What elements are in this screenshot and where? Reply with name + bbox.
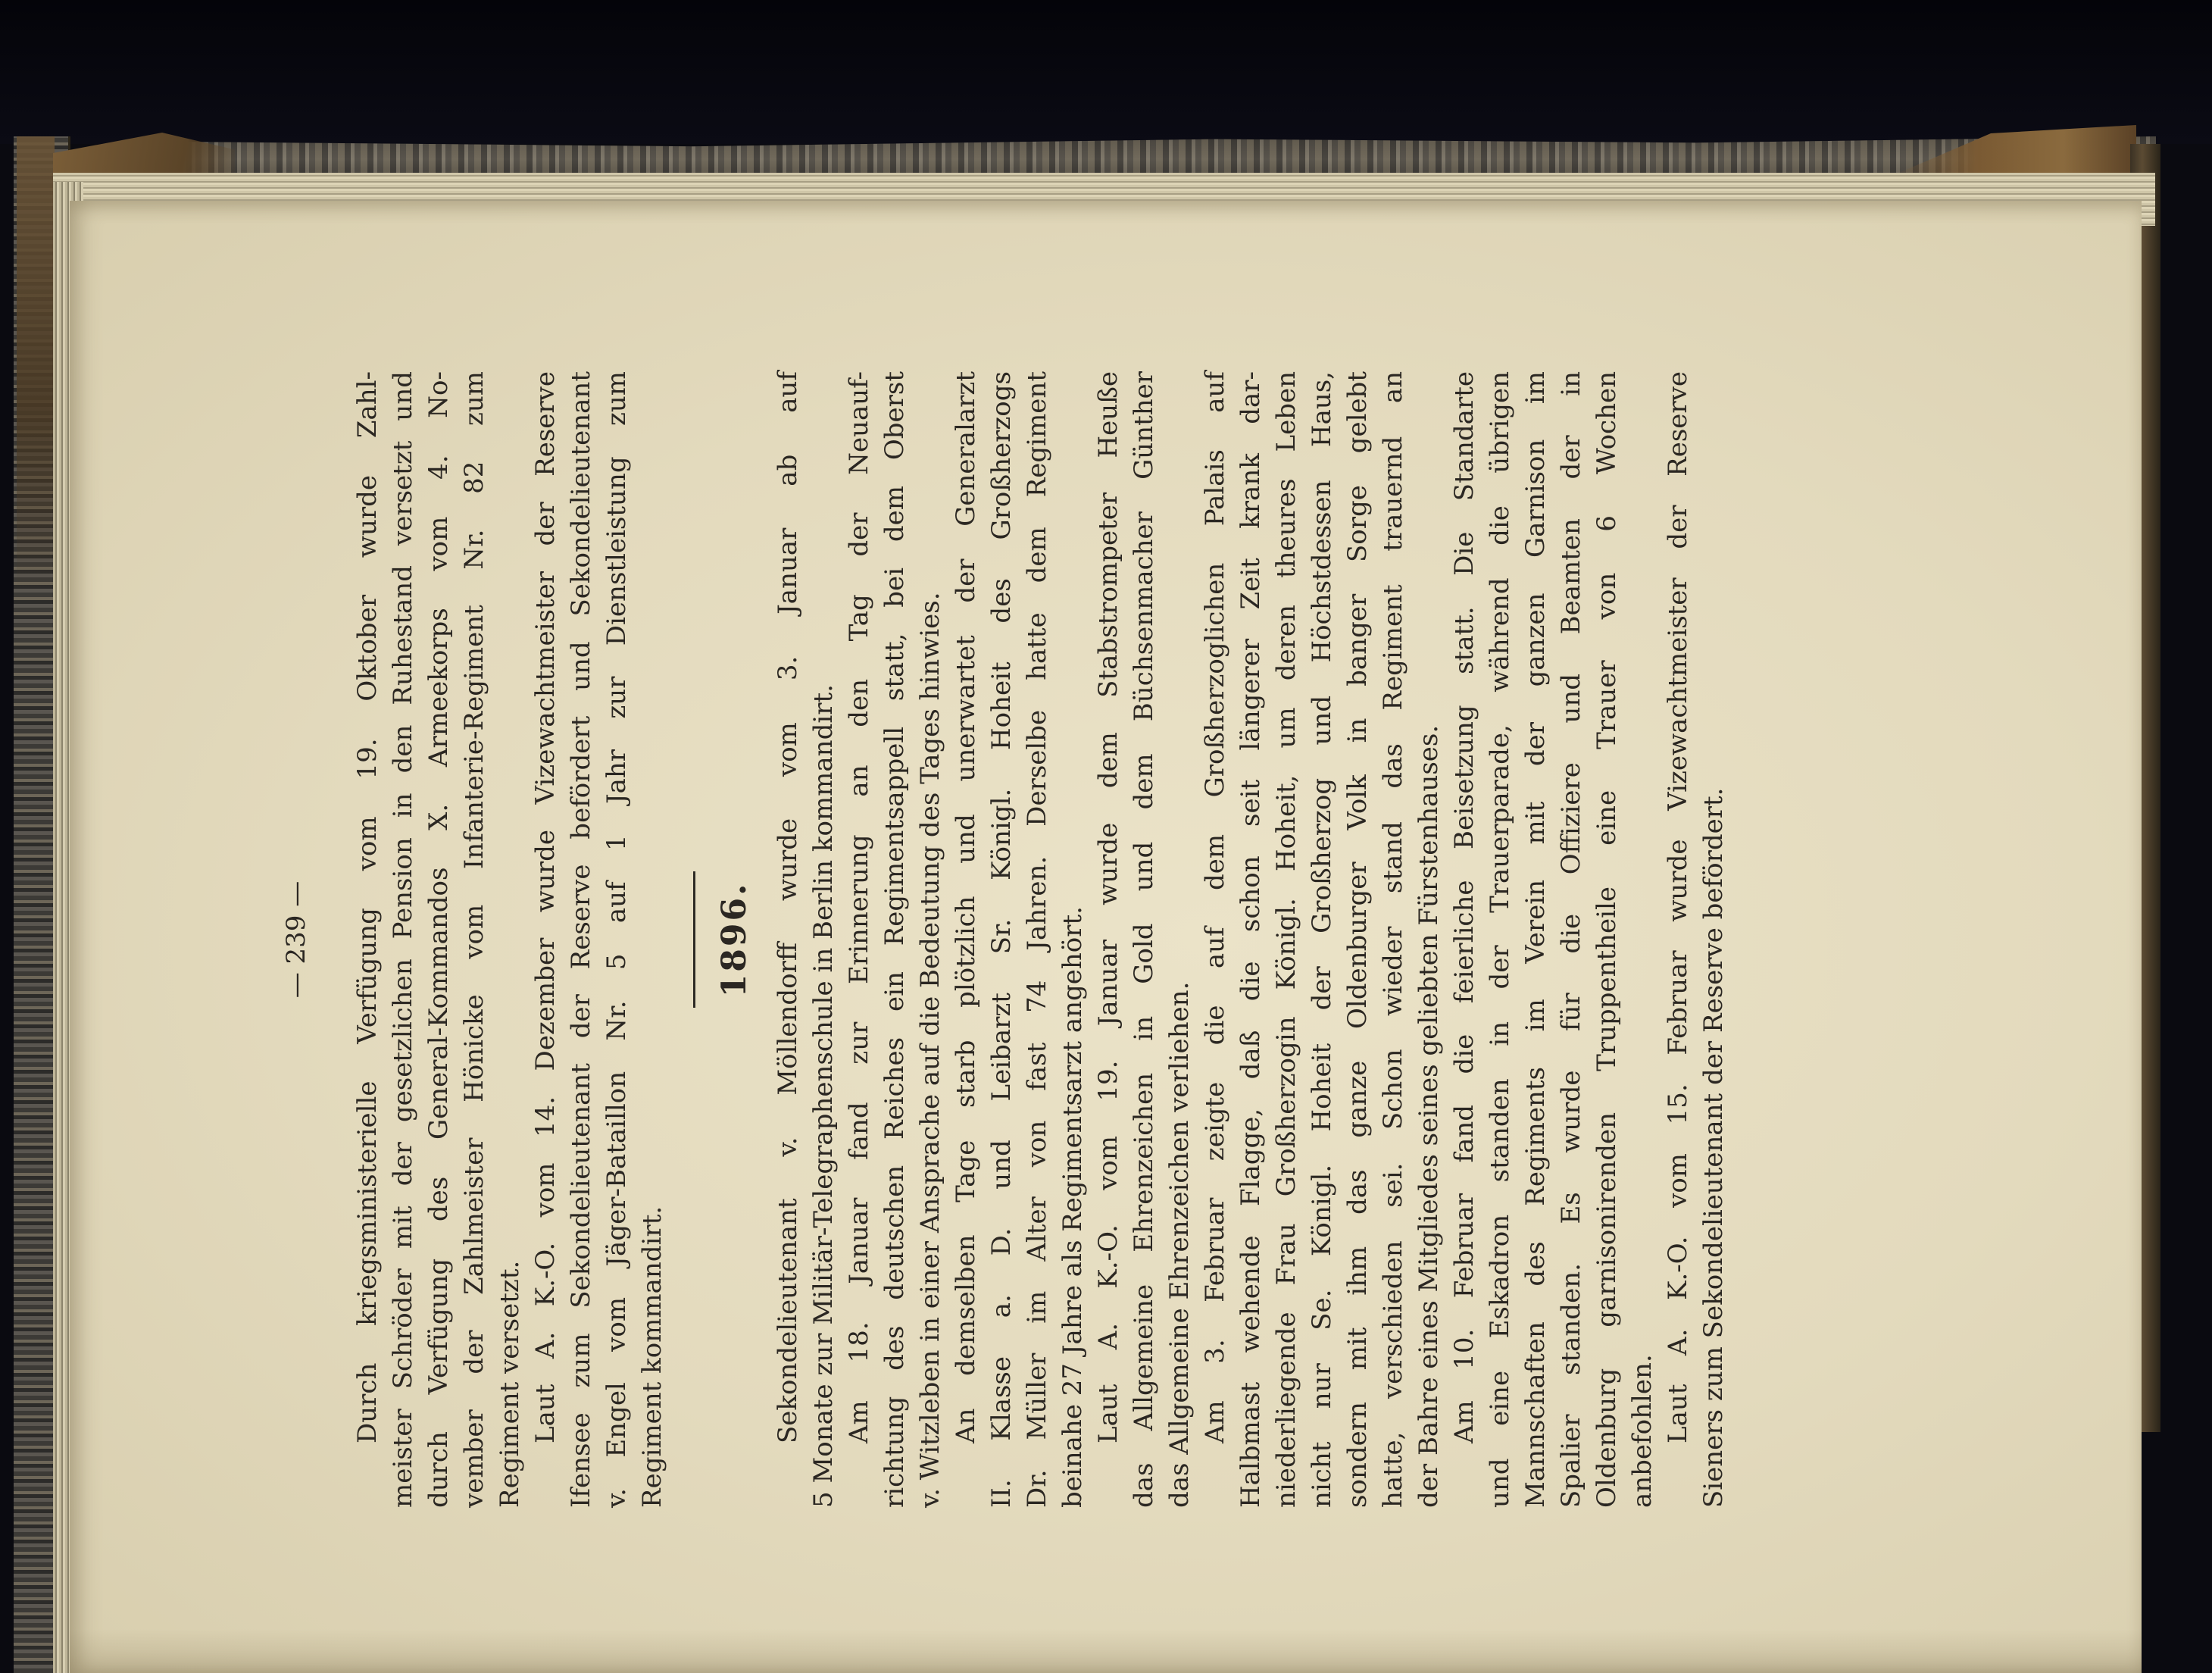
text-line: Dr. Müller im Alter von fast 74 Jahren. Derselbe hatte dem Regiment — [1022, 371, 1052, 1508]
text-line: Spalier standen. Es wurde für die Offiziere und Beamten der in — [1556, 371, 1586, 1508]
text-line: anbefohlen. — [1627, 1354, 1657, 1508]
text-line: hatte, verschieden sei. Schon wieder stand das Regiment trauernd an — [1378, 371, 1408, 1508]
text-line: Durch kriegsministerielle Verfügung vom 19. Oktober wurde Zahl- — [352, 371, 383, 1443]
page-number: — 239 — — [281, 880, 311, 999]
text-line: Regiment versetzt. — [495, 1260, 525, 1508]
text-line: der Bahre eines Mitgliedes seines geliebten Fürstenhauses. — [1414, 724, 1444, 1508]
text-line: niederliegende Frau Großherzogin Königl. Hoheit, um deren theures Leben — [1271, 371, 1301, 1508]
page-text-block — [281, 371, 1729, 1508]
text-line: Halbmast wehende Flagge, daß die schon seit längerer Zeit krank dar- — [1236, 371, 1266, 1508]
text-line: Am 10. Februar fand die feierliche Beisetzung statt. Die Standarte — [1449, 371, 1479, 1443]
text-line: das Allgemeine Ehrenzeichen in Gold und dem Büchsenmacher Günther — [1129, 371, 1159, 1508]
text-line: vember der Zahlmeister Hönicke vom Infanterie-Regiment Nr. 82 zum — [459, 371, 489, 1508]
dark-background — [0, 0, 2212, 144]
year-heading: 1896. — [715, 881, 754, 998]
text-line: sondern mit ihm das ganze Oldenburger Volk in banger Sorge gelebt — [1342, 371, 1373, 1508]
text-line: und eine Eskadron standen in der Trauerparade, während die übrigen — [1485, 371, 1515, 1508]
text-line: An demselben Tage starb plötzlich und unerwartet der Generalarzt — [951, 371, 981, 1443]
book-spine-leather — [17, 136, 55, 591]
text-line: Mannschaften des Regiments im Verein mit der ganzen Garnison im — [1520, 371, 1551, 1508]
text-line: Oldenburg garnisonirenden Truppentheile eine Trauer von 6 Wochen — [1592, 371, 1622, 1508]
text-line: nicht nur Se. Königl. Hoheit der Großherzog und Höchstdessen Haus, — [1307, 371, 1337, 1508]
text-line: richtung des deutschen Reiches ein Regimentsappell statt, bei dem Oberst — [879, 371, 910, 1508]
text-line: meister Schröder mit der gesetzlichen Pension in den Ruhestand versetzt und — [388, 371, 418, 1508]
text-line: das Allgemeine Ehrenzeichen verliehen. — [1164, 981, 1195, 1508]
text-line: Laut A. K.-O. vom 19. Januar wurde dem Stabstrompeter Heuße — [1093, 371, 1123, 1443]
text-line: Am 3. Februar zeigte die auf dem Großherzoglichen Palais auf — [1200, 371, 1230, 1443]
text-line: Laut A. K.-O. vom 15. Februar wurde Vizewachtmeister der Reserve — [1663, 371, 1693, 1443]
text-line: v. Engel vom Jäger-Bataillon Nr. 5 auf 1 Jahr zur Dienstleistung zum — [601, 371, 632, 1508]
text-line: Am 18. Januar fand zur Erinnerung an den Tag der Neuauf- — [844, 371, 874, 1443]
page-shadow — [70, 1629, 2142, 1673]
text-line: Sieners zum Sekondelieutenant der Reserve befördert. — [1698, 787, 1729, 1508]
text-line: durch Verfügung des General-Kommandos X. Armeekorps vom 4. No- — [423, 371, 454, 1508]
section-divider — [693, 871, 695, 1008]
text-line: v. Witzleben in einer Ansprache auf die Bedeutung des Tages hinwies. — [915, 592, 945, 1508]
text-line: 5 Monate zur Militär-Telegraphenschule in Berlin kommandirt. — [808, 684, 839, 1508]
text-line: Laut A. K.-O. vom 14. Dezember wurde Vizewachtmeister der Reserve — [530, 371, 561, 1443]
text-line: Sekondelieutenant v. Möllendorff wurde vom 3. Januar ab auf — [773, 371, 803, 1443]
text-line: beinahe 27 Jahre als Regimentsarzt angehört. — [1058, 906, 1088, 1508]
text-line: II. Klasse a. D. und Leibarzt Sr. Königl. Hoheit des Großherzogs — [986, 371, 1017, 1508]
text-line: Ifensee zum Sekondelieutenant der Reserve befördert und Sekondelieutenant — [566, 371, 596, 1508]
text-line: Regiment kommandirt. — [637, 1205, 667, 1508]
